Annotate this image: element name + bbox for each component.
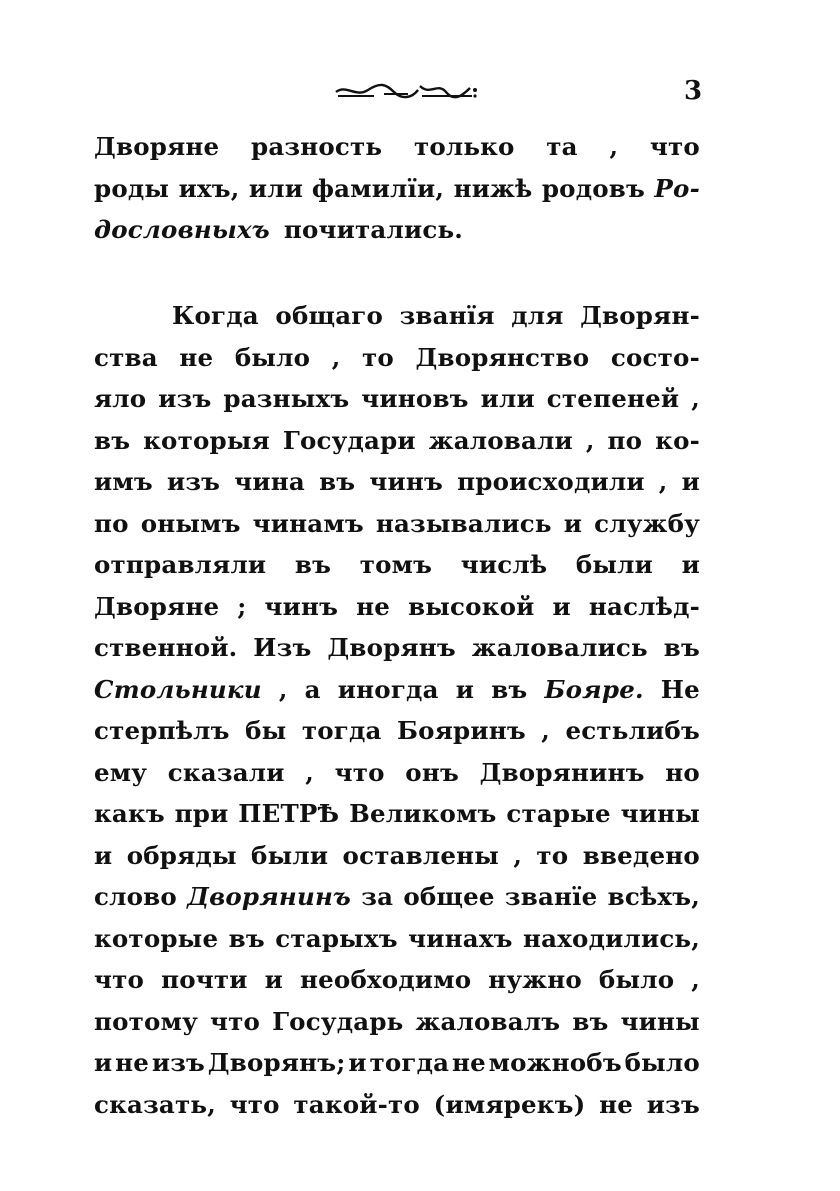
word: Изъ <box>253 633 312 662</box>
word: стерпѣлъ <box>94 716 230 745</box>
word: которыя <box>143 425 270 455</box>
word: потому <box>94 1006 198 1036</box>
word: которые <box>94 923 219 953</box>
word: Не <box>660 674 700 704</box>
word: были <box>575 550 653 579</box>
word: Ро- <box>654 173 700 203</box>
word: что <box>334 757 385 787</box>
word: въ <box>228 923 265 953</box>
word: и <box>348 1048 367 1077</box>
word: не <box>451 1048 486 1077</box>
word: а <box>304 674 321 704</box>
word: роды <box>94 173 170 203</box>
word: наслѣд- <box>588 591 700 621</box>
word: почитались. <box>283 215 464 244</box>
word: чины <box>620 1006 700 1036</box>
word: званїе <box>504 882 598 911</box>
word: сказали <box>167 757 285 787</box>
word: , <box>658 467 668 496</box>
word: Дворян- <box>580 301 700 330</box>
word: введено <box>582 840 700 870</box>
word: какъ <box>94 799 165 828</box>
word: старые <box>506 799 611 828</box>
word: по <box>607 425 643 455</box>
word: разныхъ <box>223 384 350 413</box>
text-line <box>94 1084 700 1126</box>
word: томъ <box>359 550 433 579</box>
word: , <box>278 674 288 704</box>
word: ему <box>94 757 148 787</box>
word: , <box>609 132 619 161</box>
word: было <box>234 342 311 372</box>
word: сказать, <box>94 1089 216 1119</box>
word: для <box>511 301 564 330</box>
word: Дворянъ; <box>207 1048 346 1077</box>
word: и <box>681 550 700 579</box>
word: , <box>305 757 314 787</box>
word: въ <box>572 1006 609 1036</box>
word: нужно <box>488 965 582 994</box>
word: что <box>94 965 145 994</box>
word: , <box>691 384 700 413</box>
word: при <box>174 799 229 828</box>
word: и <box>264 965 283 994</box>
word: тогда <box>369 1048 450 1077</box>
word: происходили <box>457 467 645 496</box>
word: естьлибъ <box>565 716 700 745</box>
word: не <box>179 342 214 372</box>
word: и <box>563 508 583 538</box>
word: чина <box>234 467 305 496</box>
word: и <box>552 591 571 621</box>
word: были <box>251 840 329 870</box>
word: и <box>681 467 700 496</box>
word: назывались <box>375 508 552 538</box>
word: но <box>665 757 700 787</box>
word: оставлены <box>342 840 500 870</box>
word: службу <box>594 508 700 538</box>
word: изъ <box>646 1089 700 1119</box>
word: не <box>599 1089 634 1119</box>
word: нижѣ <box>453 173 533 203</box>
text-line <box>94 918 700 960</box>
word: бы <box>245 716 287 745</box>
word: не <box>356 591 391 621</box>
word: Дворянство <box>415 342 590 372</box>
word: общаго <box>275 301 384 330</box>
word: жаловались <box>471 633 648 662</box>
word: , <box>513 840 523 870</box>
word: ства <box>94 342 158 372</box>
text-line <box>94 669 700 711</box>
word: Государи <box>282 425 416 455</box>
word: по <box>94 508 129 538</box>
text-line <box>94 793 700 835</box>
word: можнобъ <box>488 1048 622 1077</box>
word: , <box>541 716 551 745</box>
text-line <box>94 710 700 752</box>
word: , <box>331 342 341 372</box>
word: Когда <box>172 301 259 330</box>
word: яло <box>94 384 147 413</box>
text-line <box>94 295 700 337</box>
text-line <box>94 835 700 877</box>
word: иногда <box>337 674 439 704</box>
word: чинамъ <box>252 508 364 538</box>
text-line <box>94 876 700 918</box>
word: жаловалъ <box>415 1006 561 1036</box>
word: ко- <box>655 425 700 455</box>
paragraph-1 <box>94 126 700 251</box>
text-line <box>94 126 700 168</box>
word: состо- <box>610 342 700 372</box>
word: та <box>546 132 578 161</box>
text-line <box>94 168 700 210</box>
word: Бояре. <box>544 674 644 704</box>
word: , <box>691 965 700 994</box>
decorative-ornament-icon <box>334 80 480 102</box>
word: дословныхъ <box>94 215 270 244</box>
word: , <box>585 425 595 455</box>
word: онъ <box>405 757 459 787</box>
word: ПЕТРѢ <box>238 799 340 828</box>
word: и <box>94 840 113 870</box>
word: такой-то <box>293 1089 420 1119</box>
page-header <box>0 72 840 112</box>
word: въ <box>319 467 356 496</box>
word: чины <box>620 799 700 828</box>
text-line <box>94 503 700 545</box>
word: находились, <box>523 923 700 953</box>
word: чинахъ <box>408 923 513 953</box>
word: общее <box>403 882 495 911</box>
word: чинъ <box>264 591 339 621</box>
word: имъ <box>94 467 153 496</box>
text-line <box>94 337 700 379</box>
word: степеней <box>546 384 680 413</box>
text-line <box>94 627 700 669</box>
word: обряды <box>126 840 237 870</box>
word: необходимо <box>300 965 472 994</box>
word: то <box>536 840 569 870</box>
word: Дворянинъ <box>479 757 645 787</box>
word: высокой <box>408 591 535 621</box>
text-line <box>94 586 700 628</box>
word: или <box>480 384 535 413</box>
word: и <box>94 1048 113 1077</box>
word: званїя <box>399 301 495 330</box>
text-line <box>94 1001 700 1043</box>
word: чиновъ <box>361 384 469 413</box>
word: чинъ <box>369 467 444 496</box>
word: числѣ <box>460 550 548 579</box>
word: и <box>455 674 475 704</box>
text-line <box>94 1042 700 1084</box>
word: (имярекъ) <box>433 1089 586 1119</box>
word: изъ <box>166 467 221 496</box>
word: только <box>413 132 515 161</box>
word: разность <box>251 132 383 161</box>
text-line <box>94 378 700 420</box>
word: Великомъ <box>349 799 497 828</box>
word: или фамилїи, <box>248 173 445 203</box>
word: было <box>624 1048 700 1077</box>
word: ; <box>237 591 247 621</box>
word: жаловали <box>428 425 573 455</box>
word: онымъ <box>140 508 241 538</box>
text-line <box>94 752 700 794</box>
word: почти <box>161 965 248 994</box>
word: было <box>598 965 675 994</box>
word: Государь <box>272 1006 404 1036</box>
word: ственной. <box>94 633 238 662</box>
word: Дворянинъ <box>187 882 352 911</box>
word: всѣхъ, <box>607 882 700 911</box>
word: что <box>209 1006 261 1036</box>
word: въ <box>663 633 700 662</box>
word: родовъ <box>541 173 646 203</box>
word: Бояринъ <box>397 716 526 745</box>
word: то <box>362 342 394 372</box>
word: отправляли <box>94 550 267 579</box>
word: ихъ, <box>178 173 240 203</box>
word: изъ <box>151 1048 206 1077</box>
word: слово <box>94 882 177 911</box>
word: въ <box>294 550 332 579</box>
word: Стольники <box>94 674 262 704</box>
text-line <box>94 420 700 462</box>
word: изъ <box>158 384 212 413</box>
word: Дворяне <box>94 591 220 621</box>
word: не <box>115 1048 150 1077</box>
text-line <box>94 544 700 586</box>
text-line <box>94 959 700 1001</box>
word: что <box>649 132 700 161</box>
text-line <box>94 461 700 503</box>
word: старыхъ <box>275 923 398 953</box>
page-number: 3 <box>684 76 703 106</box>
word: что <box>229 1089 280 1119</box>
word: за <box>361 882 394 911</box>
paragraph-2 <box>94 295 700 1125</box>
word: въ <box>94 425 131 455</box>
text-line <box>94 209 700 251</box>
word: тогда <box>301 716 382 745</box>
word: Дворяне <box>94 132 220 161</box>
word: Дворянъ <box>327 633 456 662</box>
word: въ <box>491 674 528 704</box>
